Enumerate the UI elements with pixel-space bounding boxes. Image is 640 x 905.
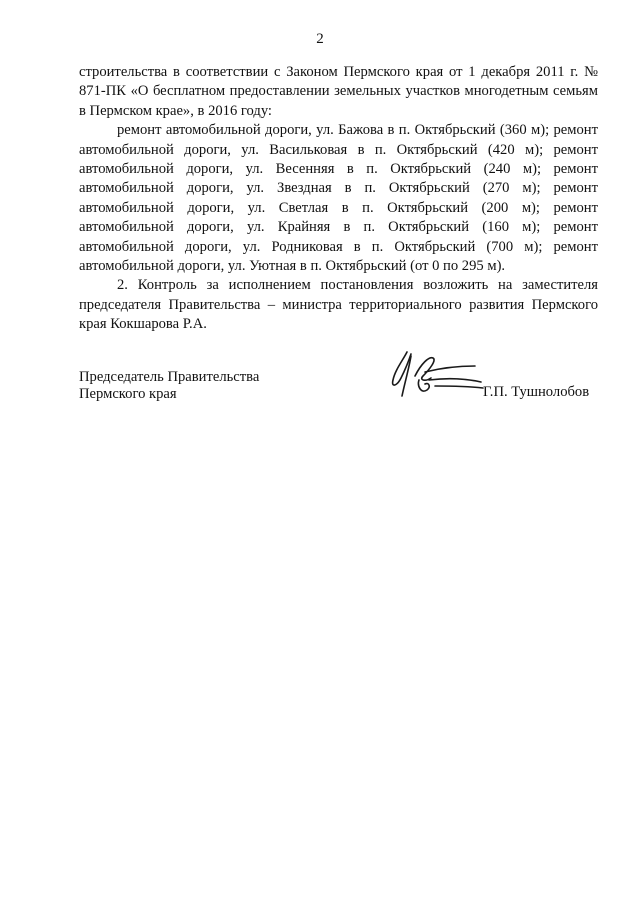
signatory-title-line: Председатель Правительства — [79, 369, 260, 385]
paragraph-road-repairs: ремонт автомобильной дороги, ул. Бажова в п. Октябрьский (360 м); ремонт автомобильной дороги, ул. Васильковая в п. Октябрьский (420 м); ремонт автомобильной дороги, ул. Весенняя в п. Октябрьский (240 м); ремонт автомобильной дороги, ул. Звездная в п. Октябрьский (270 м); ремонт автомобильной дороги, ул. Светлая в п. Октябрьский (200 м); ремонт автомобильной дороги, ул. Крайняя в п. Октябрьский (160 м); ремонт автомобильной дороги, ул. Родниковая в п. Октябрьский (700 м); ремонт автомобильной дороги, ул. Уютная в п. Октябрьский (от 0 по 295 м). — [79, 122, 598, 275]
page-number: 2 — [316, 31, 324, 47]
signatory-name: Г.П. Тушнолобов — [483, 384, 590, 400]
handwritten-signature — [385, 346, 485, 408]
paragraph-control-clause: 2. Контроль за исполнением постановления возложить на заместителя председателя Правительства – министра территориального развития Пермского края Кокшарова Р.А. — [79, 277, 598, 333]
paragraph-continuation: строительства в соответствии с Законом Пермского края от 1 декабря 2011 г. № 871-ПК «О бесплатном предоставлении земельных участков многодетным семьям в Пермском крае», в 2016 году: — [79, 64, 598, 119]
signatory-title-line: Пермского края — [79, 386, 177, 402]
document-body — [79, 63, 598, 335]
signatory-title — [79, 369, 259, 403]
